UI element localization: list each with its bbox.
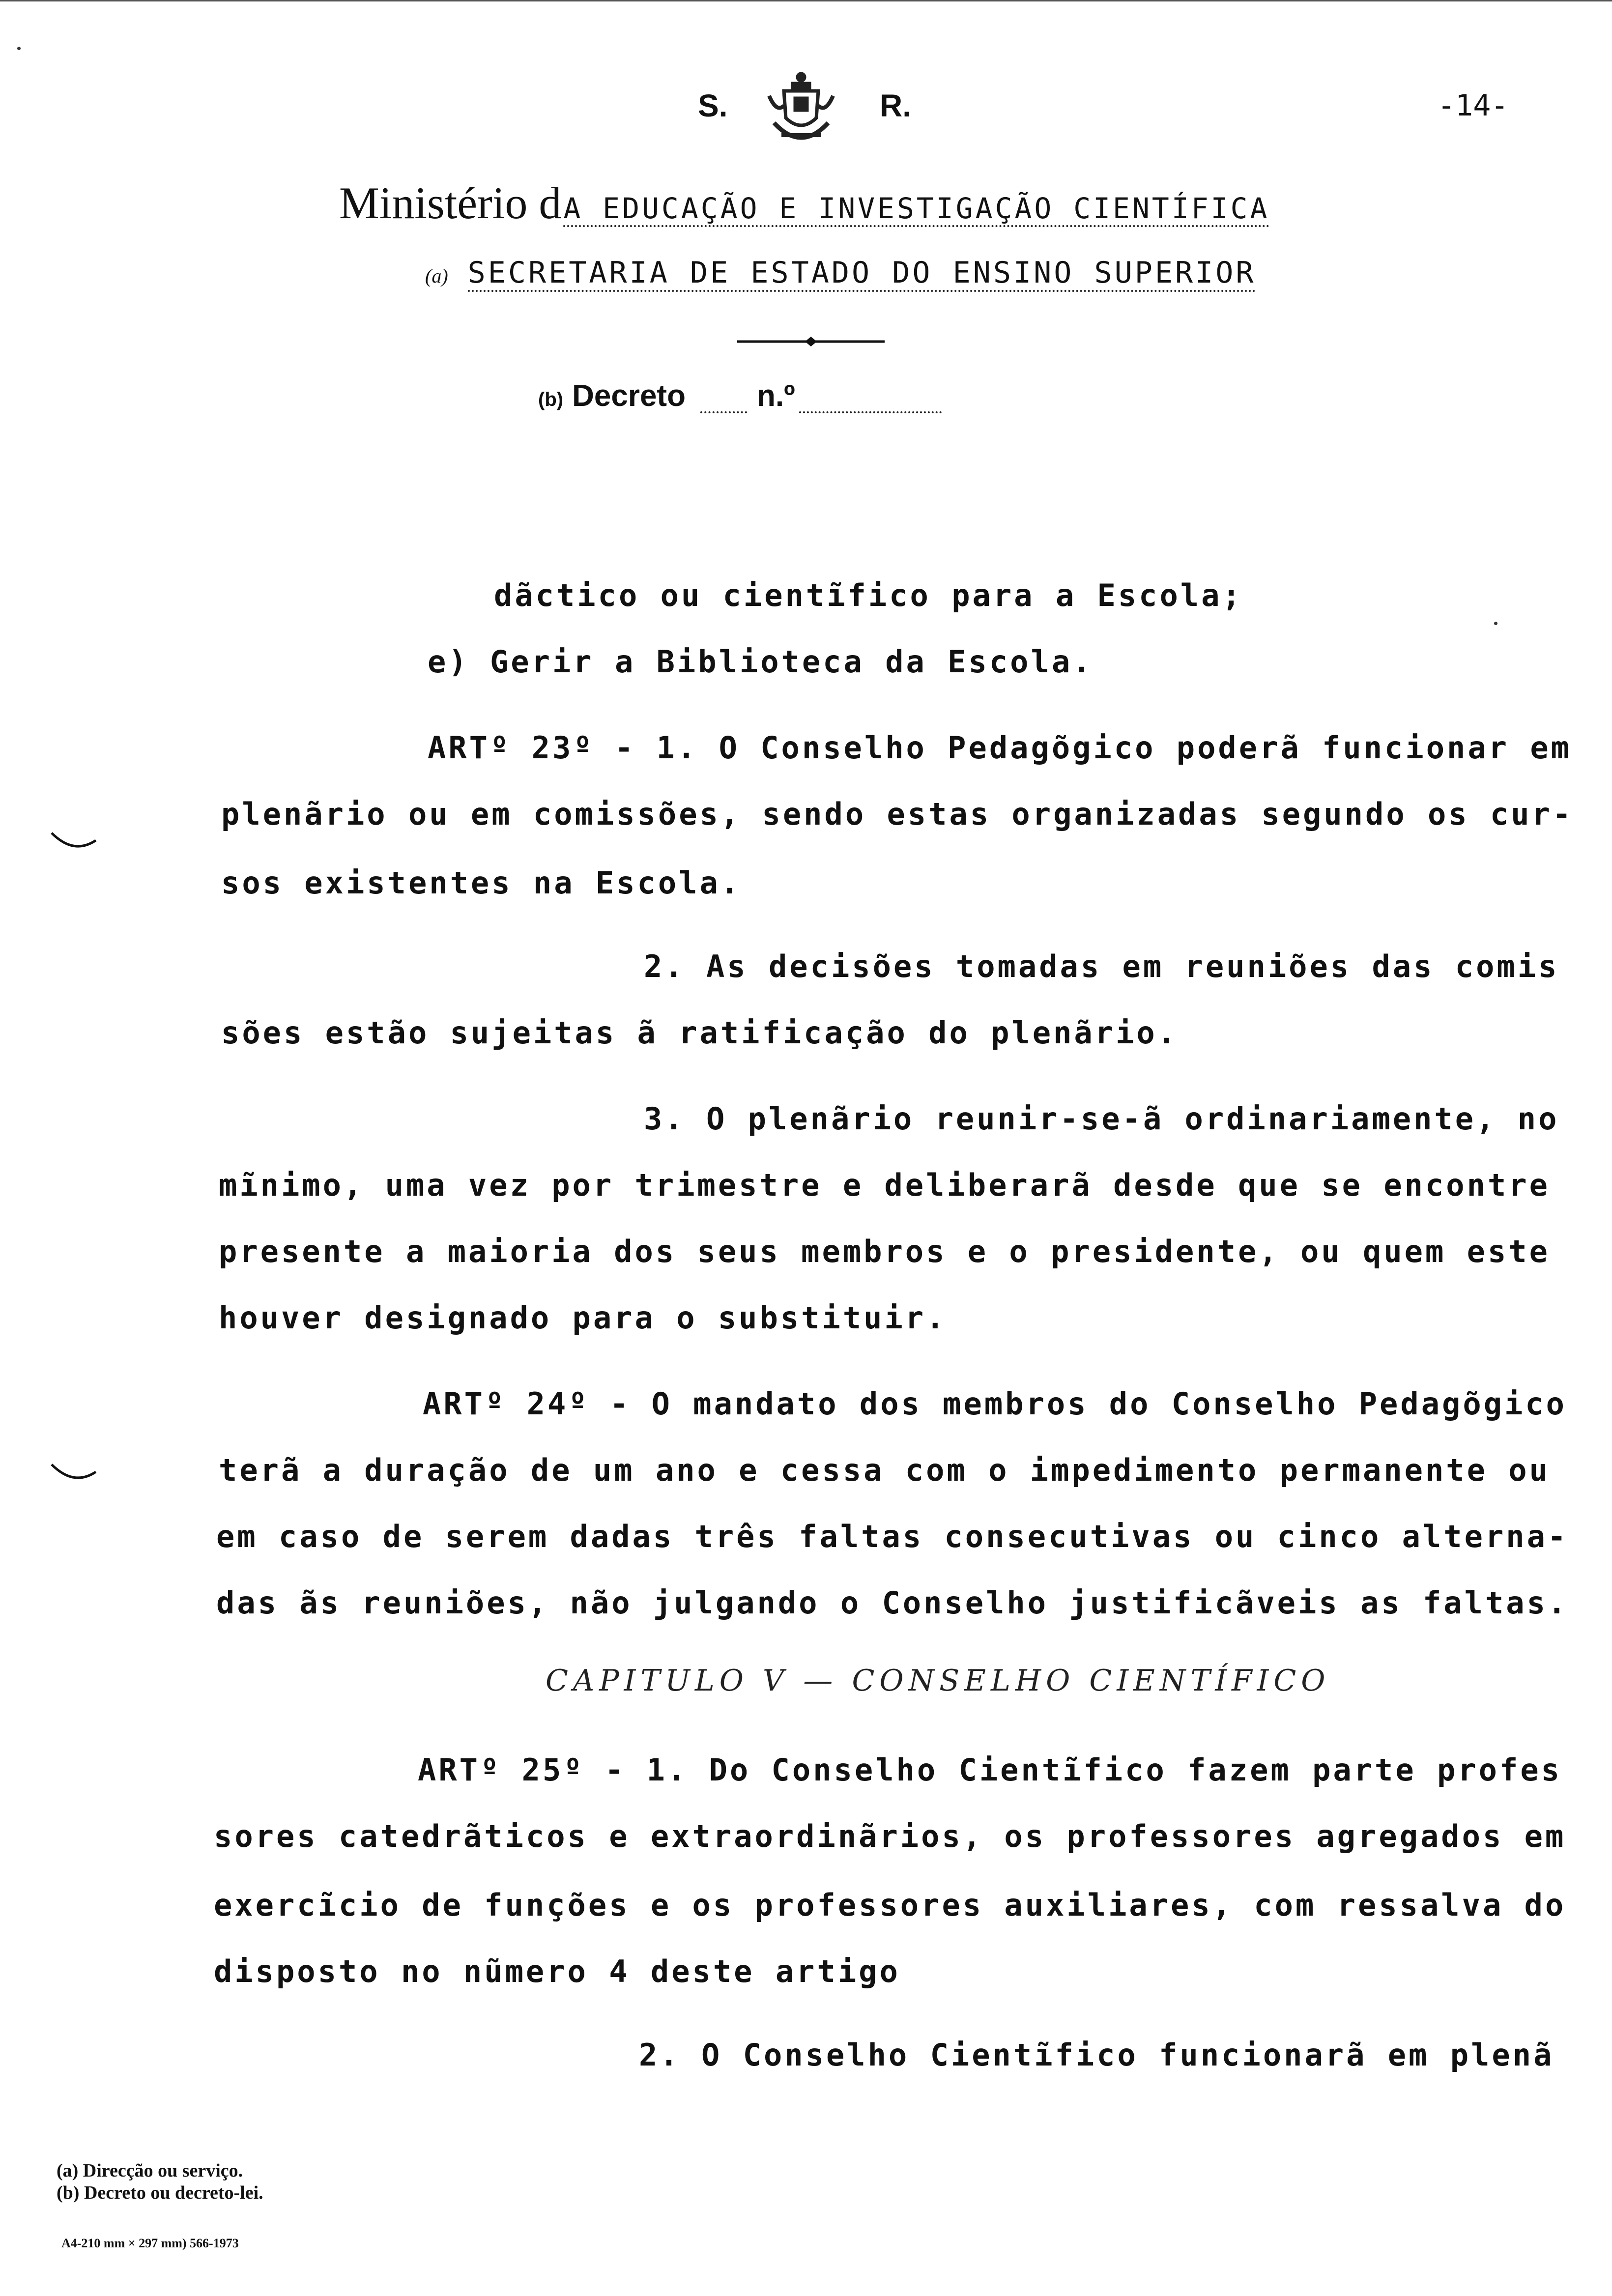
top-rule [0, 0, 1612, 1]
decree-line [538, 378, 942, 413]
body-line: sos existentes na Escola. [221, 865, 742, 901]
body-line: houver designado para o substituir. [219, 1300, 947, 1336]
body-line: plenãrio ou em comissões, sendo estas organizadas segundo os cur- [221, 796, 1574, 832]
article-23-heading: ARTº 23º - 1. O Conselho Pedagõgico poderã funcionar em [428, 730, 1572, 766]
decree-number-label: n.º [756, 379, 795, 413]
body-line: em caso de serem dadas três faltas consecutivas ou cinco alterna- [216, 1519, 1569, 1554]
body-line: 3. O plenãrio reunir-se-ã ordinariamente, no [644, 1101, 1559, 1137]
department-line [425, 256, 1256, 290]
decree-blank [700, 387, 747, 413]
body-line: das ãs reuniões, não julgando o Conselho justificãveis as faltas. [216, 1585, 1569, 1621]
body-line: 2. As decisões tomadas em reuniões das comis [644, 948, 1559, 984]
page-number: -14- [1438, 88, 1509, 123]
department-name: SECRETARIA DE ESTADO DO ENSINO SUPERIOR [468, 256, 1256, 292]
header-left-letter: S. [698, 88, 728, 123]
margin-mark [49, 831, 98, 850]
decree-label: Decreto [572, 379, 686, 413]
decree-number-blank [799, 387, 942, 413]
footnote-a: (a) Direcção ou serviço. [57, 2160, 243, 2181]
ornamental-divider [737, 334, 885, 349]
note-a-marker: (a) [425, 265, 448, 287]
margin-mark [49, 1462, 98, 1482]
body-line: 2. O Conselho Cientĩfico funcionarã em plenã [639, 2037, 1554, 2073]
body-line: mĩnimo, uma vez por trimestre e deliberarã desde que se encontre [219, 1167, 1550, 1203]
footnote-b: (b) Decreto ou decreto-lei. [57, 2182, 263, 2203]
note-b-marker: (b) [538, 389, 564, 410]
body-line: dãctico ou cientĩfico para a Escola; [494, 577, 1243, 613]
ministry-prefix: Ministério d [339, 178, 562, 228]
handwritten-chapter-heading: CAPITULO V — CONSELHO CIENTÍFICO [546, 1664, 1330, 1698]
article-24-heading: ARTº 24º - O mandato dos membros do Conselho Pedagõgico [423, 1386, 1567, 1422]
ministry-name: A EDUCAÇÃO E INVESTIGAÇÃO CIENTÍFICA [563, 192, 1269, 227]
body-line: sores catedrãticos e extraordinãrios, os professores agregados em [214, 1818, 1566, 1854]
body-line: exercĩcio de funções e os professores auxiliares, com ressalva do [214, 1887, 1566, 1923]
ministry-line [339, 177, 1269, 229]
article-25-heading: ARTº 25º - 1. Do Conselho Cientĩfico fazem parte profes [418, 1752, 1562, 1788]
body-line: terã a duração de um ano e cessa com o impedimento permanente ou [219, 1452, 1550, 1488]
coat-of-arms-icon [764, 66, 838, 150]
scan-speck [1494, 622, 1497, 625]
form-code: A4-210 mm × 297 mm) 566-1973 [61, 2236, 239, 2250]
body-line: e) Gerir a Biblioteca da Escola. [428, 644, 1094, 680]
body-line: disposto no nũmero 4 deste artigo [214, 1953, 900, 1989]
scan-speck [17, 47, 21, 50]
body-line: sões estão sujeitas ã ratificação do plenãrio. [221, 1015, 1179, 1051]
header-right-letter: R. [880, 88, 911, 123]
body-line: presente a maioria dos seus membros e o presidente, ou quem este [219, 1234, 1550, 1269]
